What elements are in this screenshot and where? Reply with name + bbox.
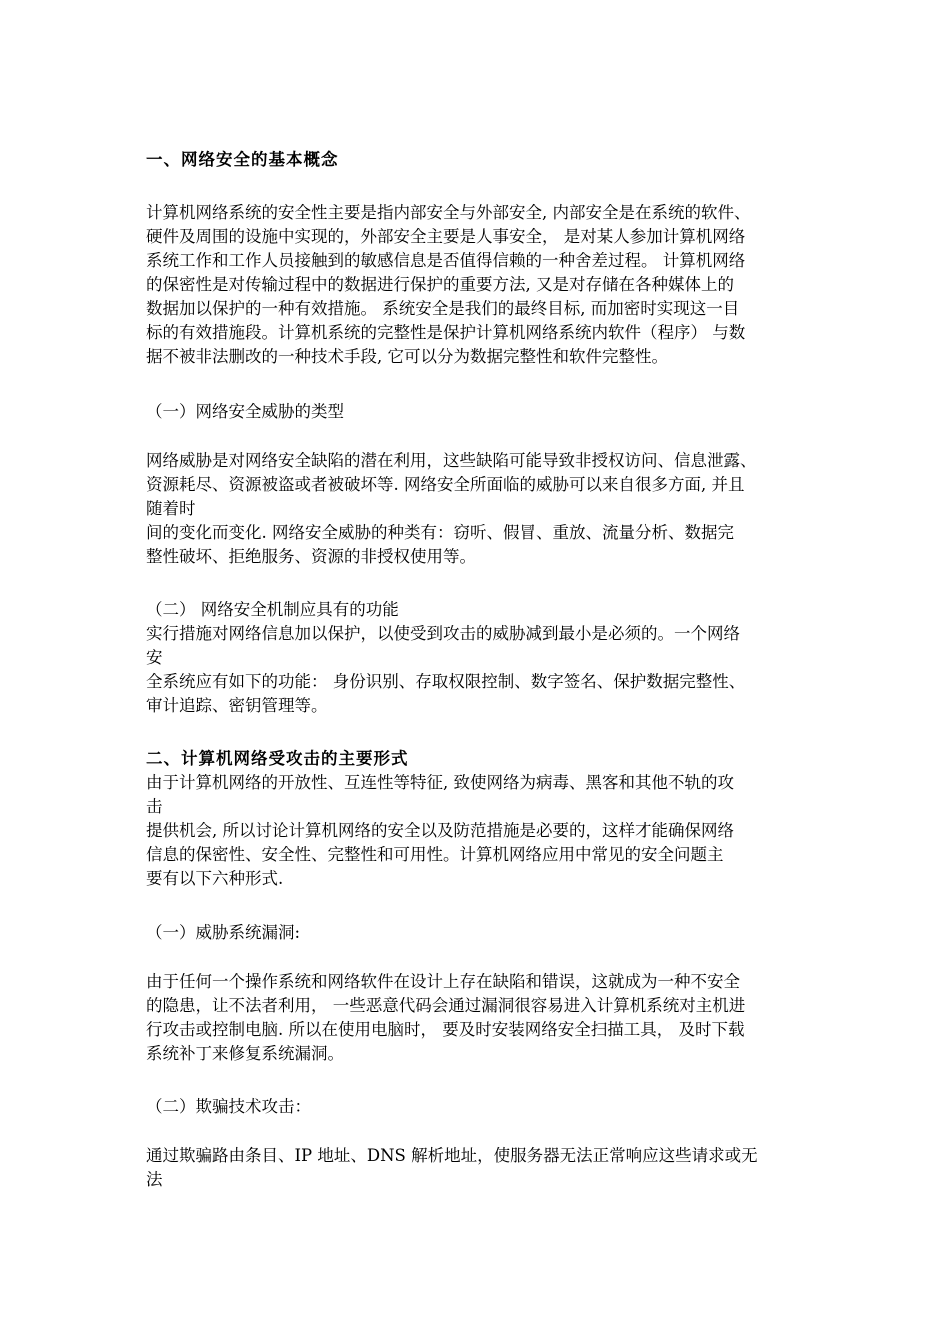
paragraph-line: 的隐患，让不法者利用， 一些恶意代码会通过漏洞很容易进入计算机系统对主机进 xyxy=(146,996,746,1015)
sub4-paragraph xyxy=(146,1144,758,1192)
paragraph-line: 由于计算机网络的开放性、互连性等特征, 致使网络为病毒、黑客和其他不轨的攻 xyxy=(146,773,734,792)
paragraph-line: 行攻击或控制电脑. 所以在使用电脑时， 要及时安装网络安全扫描工具， 及时下载 xyxy=(146,1020,745,1039)
paragraph-line: 标的有效措施段。计算机系统的完整性是保护计算机网络系统内软件（程序） 与数 xyxy=(146,323,746,342)
paragraph-line: 系统补丁来修复系统漏洞。 xyxy=(146,1044,344,1063)
paragraph-line: 审计追踪、密钥管理等。 xyxy=(146,696,328,715)
paragraph-line: 间的变化而变化. 网络安全威胁的种类有：窃听、假冒、重放、流量分析、数据完 xyxy=(146,523,734,542)
paragraph-line: 计算机网络系统的安全性主要是指内部安全与外部安全, 内部安全是在系统的软件、 xyxy=(146,203,751,222)
paragraph-line: 要有以下六种形式. xyxy=(146,869,284,888)
subsection-heading-system-vulnerability: （一）威胁系统漏洞: xyxy=(146,923,301,942)
paragraph-line: 系统工作和工作人员接触到的敏感信息是否值得信赖的一种舍差过程。 计算机网络 xyxy=(146,251,746,270)
paragraph-line: 法 xyxy=(146,1170,163,1189)
paragraph-line: 数据加以保护的一种有效措施。 系统安全是我们的最终目标, 而加密时实现这一目 xyxy=(146,299,740,318)
paragraph-line: 通过欺骗路由条目、IP 地址、DNS 解析地址，使服务器无法正常响应这些请求或无 xyxy=(146,1146,758,1165)
paragraph-line: 随着时 xyxy=(146,499,196,518)
paragraph-line: 提供机会, 所以讨论计算机网络的安全以及防范措施是必要的，这样才能确保网络 xyxy=(146,821,734,840)
paragraph-line: 整性破坏、拒绝服务、资源的非授权使用等。 xyxy=(146,547,476,566)
section-heading-2: 二、计算机网络受攻击的主要形式 xyxy=(146,749,409,768)
subsection-heading-spoofing-attack: （二）欺骗技术攻击： xyxy=(146,1097,311,1116)
sub3-paragraph xyxy=(146,970,745,1066)
paragraph-line: 资源耗尽、资源被盗或者被破坏等. 网络安全所面临的威胁可以来自很多方面, 并且 xyxy=(146,475,745,494)
subsection-heading-threat-types: （一）网络安全威胁的类型 xyxy=(146,402,344,421)
section1-paragraph xyxy=(146,201,751,369)
paragraph-line: 硬件及周围的设施中实现的，外部安全主要是人事安全， 是对某人参加计算机网络 xyxy=(146,227,746,246)
paragraph-line: 击 xyxy=(146,797,163,816)
paragraph-line: 的保密性是对传输过程中的数据进行保护的重要方法, 又是对存储在各种媒体上的 xyxy=(146,275,734,294)
paragraph-line: 实行措施对网络信息加以保护，以使受到攻击的威胁减到最小是必须的。一个网络 xyxy=(146,624,740,643)
subsection-heading-security-functions: （二） 网络安全机制应具有的功能 xyxy=(146,600,399,619)
paragraph-line: 由于任何一个操作系统和网络软件在设计上存在缺陷和错误，这就成为一种不安全 xyxy=(146,972,740,991)
sub1-paragraph xyxy=(146,449,757,569)
section2-paragraph xyxy=(146,771,734,891)
paragraph-line: 信息的保密性、安全性、完整性和可用性。计算机网络应用中常见的安全问题主 xyxy=(146,845,724,864)
paragraph-line: 安 xyxy=(146,648,163,667)
section-heading-1: 一、网络安全的基本概念 xyxy=(146,150,339,169)
paragraph-line: 全系统应有如下的功能： 身份识别、存取权限控制、数字签名、保护数据完整性、 xyxy=(146,672,746,691)
paragraph-line: 网络威胁是对网络安全缺陷的潜在利用，这些缺陷可能导致非授权访问、信息泄露、 xyxy=(146,451,757,470)
sub2-paragraph xyxy=(146,622,745,718)
paragraph-line: 据不被非法删改的一种技术手段, 它可以分为数据完整性和软件完整性。 xyxy=(146,347,668,366)
